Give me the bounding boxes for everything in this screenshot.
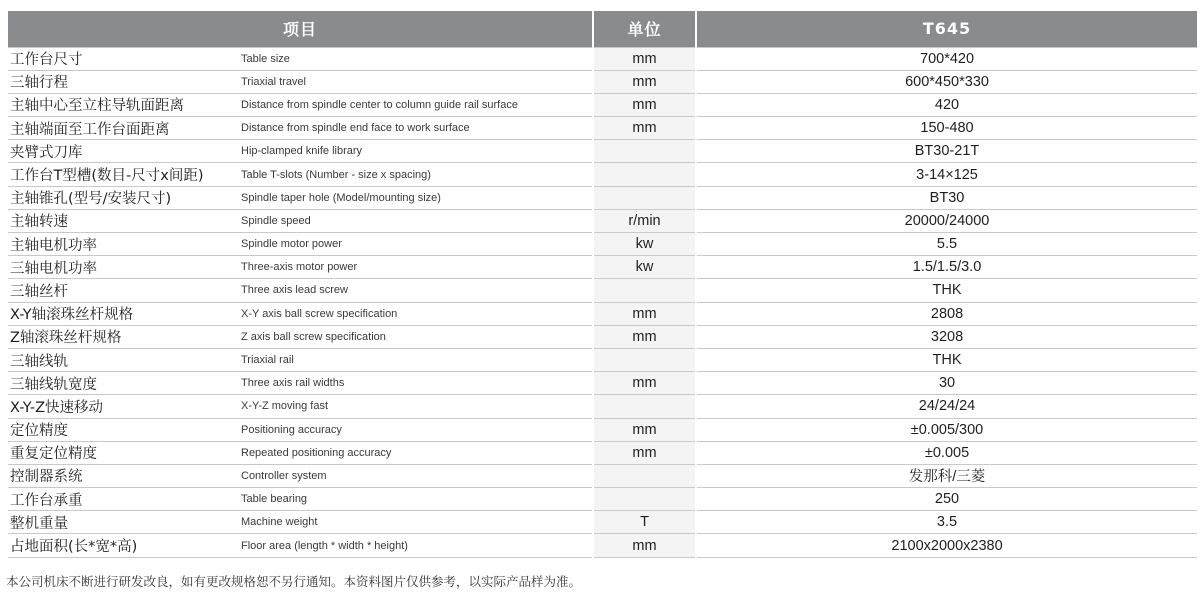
spec-name-en: Positioning accuracy [236, 418, 593, 441]
table-row [8, 279, 1197, 302]
spec-name-en: Triaxial travel [236, 70, 593, 93]
table-row [8, 488, 1197, 511]
table-row [8, 395, 1197, 418]
spec-value: 250 [696, 488, 1197, 511]
spec-name-cn: 重复定位精度 [8, 441, 236, 464]
spec-name-en: Distance from spindle center to column guide rail surface [236, 93, 593, 116]
spec-name-cn: 三轴线轨宽度 [8, 372, 236, 395]
spec-name-cn: 三轴线轨 [8, 348, 236, 371]
header-unit: 单位 [593, 11, 696, 47]
spec-unit: mm [593, 372, 696, 395]
spec-unit: mm [593, 302, 696, 325]
table-row [8, 233, 1197, 256]
table-row [8, 325, 1197, 348]
spec-value: 3208 [696, 325, 1197, 348]
spec-unit: mm [593, 325, 696, 348]
spec-unit: mm [593, 47, 696, 70]
table-row [8, 186, 1197, 209]
spec-value: 3.5 [696, 511, 1197, 534]
spec-name-cn: Z轴滚珠丝杆规格 [8, 325, 236, 348]
spec-name-cn: 占地面积(长*宽*高) [8, 534, 236, 557]
spec-name-cn: 工作台T型槽(数目-尺寸x间距) [8, 163, 236, 186]
spec-unit: kw [593, 256, 696, 279]
spec-unit: mm [593, 441, 696, 464]
footnote: 本公司机床不断进行研发改良，如有更改规格恕不另行通知。本资料图片仅供参考，以实际产品样为准。 [6, 574, 582, 589]
spec-name-cn: X-Y轴滚珠丝杆规格 [8, 302, 236, 325]
spec-name-cn: 主轴中心至立柱导轨面距离 [8, 93, 236, 116]
spec-unit [593, 186, 696, 209]
spec-name-cn: 主轴电机功率 [8, 233, 236, 256]
spec-unit [593, 395, 696, 418]
table-row [8, 70, 1197, 93]
spec-value: BT30-21T [696, 140, 1197, 163]
table-row [8, 418, 1197, 441]
spec-value: 600*450*330 [696, 70, 1197, 93]
table-row [8, 117, 1197, 140]
spec-value: 5.5 [696, 233, 1197, 256]
spec-name-en: Controller system [236, 464, 593, 487]
spec-name-en: Machine weight [236, 511, 593, 534]
spec-name-cn: 三轴电机功率 [8, 256, 236, 279]
table-row [8, 348, 1197, 371]
spec-name-cn: 工作台承重 [8, 488, 236, 511]
spec-unit [593, 163, 696, 186]
spec-name-cn: 主轴转速 [8, 209, 236, 232]
spec-name-en: Three-axis motor power [236, 256, 593, 279]
table-row [8, 441, 1197, 464]
spec-unit: T [593, 511, 696, 534]
spec-unit [593, 488, 696, 511]
spec-value: BT30 [696, 186, 1197, 209]
header-model: T645 [696, 11, 1197, 47]
spec-value: 2808 [696, 302, 1197, 325]
spec-value: THK [696, 348, 1197, 371]
spec-name-en: Triaxial rail [236, 348, 593, 371]
spec-unit: mm [593, 93, 696, 116]
table-row [8, 47, 1197, 70]
spec-unit [593, 140, 696, 163]
table-row [8, 534, 1197, 557]
spec-value: 30 [696, 372, 1197, 395]
table-row [8, 302, 1197, 325]
spec-name-en: X-Y axis ball screw specification [236, 302, 593, 325]
spec-unit: mm [593, 418, 696, 441]
spec-name-en: Table T-slots (Number - size x spacing) [236, 163, 593, 186]
table-header [8, 11, 1197, 47]
spec-value: THK [696, 279, 1197, 302]
spec-name-en: Distance from spindle end face to work surface [236, 117, 593, 140]
spec-value: 2100x2000x2380 [696, 534, 1197, 557]
spec-name-cn: 夹臂式刀库 [8, 140, 236, 163]
table-row [8, 93, 1197, 116]
table-row [8, 140, 1197, 163]
spec-value: 150-480 [696, 117, 1197, 140]
spec-name-en: Hip-clamped knife library [236, 140, 593, 163]
table-row [8, 209, 1197, 232]
spec-name-en: Spindle taper hole (Model/mounting size) [236, 186, 593, 209]
spec-unit: mm [593, 70, 696, 93]
spec-value: 1.5/1.5/3.0 [696, 256, 1197, 279]
table-body [8, 47, 1197, 557]
table-row [8, 372, 1197, 395]
spec-name-en: Three axis lead screw [236, 279, 593, 302]
spec-name-cn: 控制器系统 [8, 464, 236, 487]
spec-name-cn: 整机重量 [8, 511, 236, 534]
spec-value: 700*420 [696, 47, 1197, 70]
spec-unit [593, 464, 696, 487]
spec-value: ±0.005 [696, 441, 1197, 464]
spec-table [8, 11, 1197, 558]
spec-name-cn: X-Y-Z快速移动 [8, 395, 236, 418]
table-row [8, 256, 1197, 279]
spec-name-cn: 主轴端面至工作台面距离 [8, 117, 236, 140]
spec-name-en: Z axis ball screw specification [236, 325, 593, 348]
spec-name-en: Repeated positioning accuracy [236, 441, 593, 464]
spec-name-en: Table size [236, 47, 593, 70]
spec-name-cn: 定位精度 [8, 418, 236, 441]
spec-unit: mm [593, 534, 696, 557]
spec-value: 3-14×125 [696, 163, 1197, 186]
spec-name-en: Spindle motor power [236, 233, 593, 256]
spec-name-cn: 主轴锥孔(型号/安装尺寸) [8, 186, 236, 209]
header-item: 项目 [8, 11, 593, 47]
spec-name-cn: 三轴行程 [8, 70, 236, 93]
spec-value: 24/24/24 [696, 395, 1197, 418]
spec-name-en: Table bearing [236, 488, 593, 511]
spec-name-en: X-Y-Z moving fast [236, 395, 593, 418]
spec-unit: mm [593, 117, 696, 140]
table-row [8, 464, 1197, 487]
spec-name-en: Spindle speed [236, 209, 593, 232]
table-row [8, 163, 1197, 186]
spec-unit: kw [593, 233, 696, 256]
spec-unit: r/min [593, 209, 696, 232]
spec-value: 发那科/三菱 [696, 464, 1197, 487]
table-row [8, 511, 1197, 534]
spec-name-cn: 三轴丝杆 [8, 279, 236, 302]
spec-name-en: Three axis rail widths [236, 372, 593, 395]
spec-value: ±0.005/300 [696, 418, 1197, 441]
spec-value: 420 [696, 93, 1197, 116]
spec-value: 20000/24000 [696, 209, 1197, 232]
spec-name-en: Floor area (length * width * height) [236, 534, 593, 557]
spec-unit [593, 348, 696, 371]
spec-unit [593, 279, 696, 302]
spec-name-cn: 工作台尺寸 [8, 47, 236, 70]
